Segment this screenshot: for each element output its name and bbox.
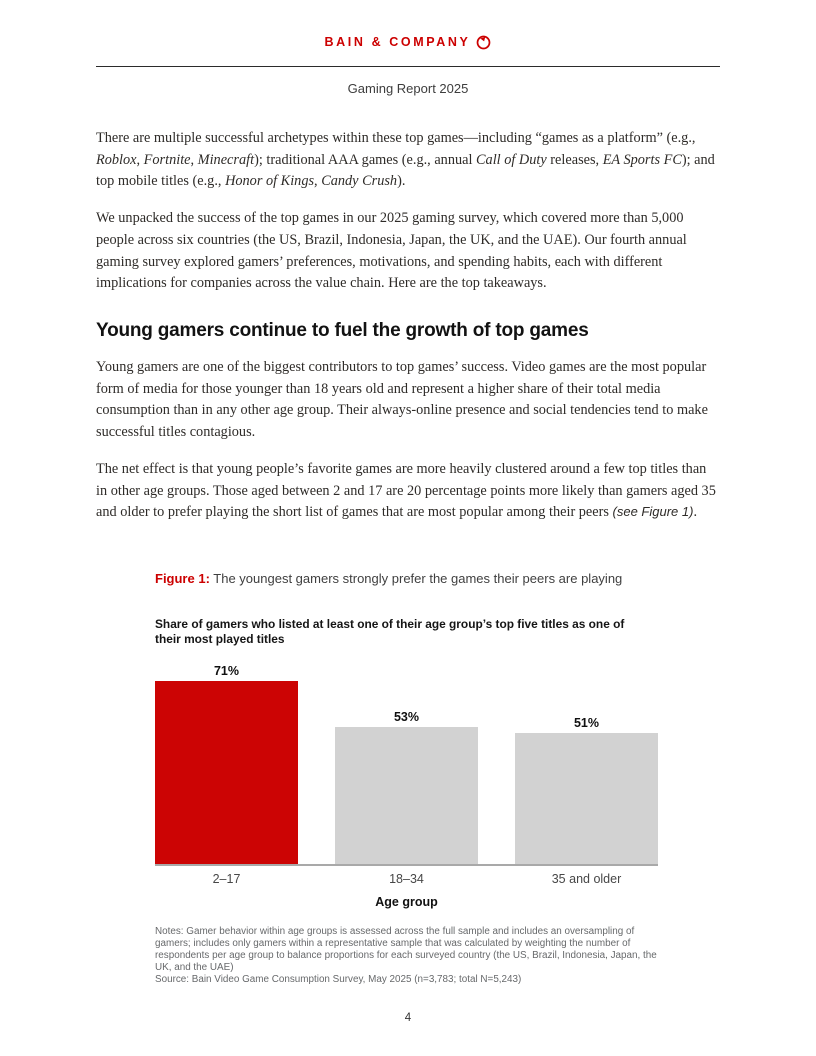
text-run: We unpacked the success of the top games in our 2025 gaming survey, which covered more than 5,000 people across six countries (the US, Brazil, Indonesia, Japan, the UK, and the UAE). Our fourth annual gaming survey explored gamers’ preferences, motivations, and spending habits, each with different implications for companies across the value chain. Here are the top takeaways. <box>96 210 687 292</box>
bar <box>335 727 478 864</box>
article-body <box>96 128 720 986</box>
bain-compass-icon <box>476 35 491 50</box>
bar-chart-plot <box>155 661 658 864</box>
paragraph-survey <box>96 208 720 295</box>
bar-column <box>515 716 658 864</box>
report-title: Gaming Report 2025 <box>347 81 469 96</box>
text-run: , <box>136 151 144 168</box>
bar-value-label: 51% <box>573 715 600 730</box>
paragraph-net-effect <box>96 459 720 524</box>
bar-chart-categories <box>155 872 658 886</box>
text-run: Young gamers are one of the biggest contributors to top games’ success. Video games are the most popular form of media for those younger than 18 years old and represent a higher share of their total media consumption than in any other age group. Their always-online presence and social tendencies tend to make successful titles contagious. <box>96 359 708 441</box>
bar <box>155 681 298 864</box>
emphasized-text: Roblox <box>96 151 137 168</box>
figure-caption <box>155 571 658 586</box>
emphasized-text: Honor of Kings <box>225 173 315 190</box>
brand-name: BAIN & COMPANY <box>324 35 471 49</box>
text-run: ); and top mobile titles (e.g., <box>96 151 715 190</box>
x-axis-line <box>155 864 658 866</box>
text-run: There are multiple successful archetypes within these top games—including “games as a platform” (e.g., <box>96 130 696 146</box>
chart-title: Share of gamers who listed at least one of their age group’s top five titles as one of their most played titles <box>155 617 625 647</box>
text-run: ); traditional AAA games (e.g., annual <box>254 151 477 168</box>
section-heading: Young gamers continue to fuel the growth of top games <box>96 320 589 342</box>
emphasized-text: Minecraft <box>197 151 255 168</box>
paragraph-archetypes <box>96 128 720 193</box>
x-axis-title: Age group <box>375 894 438 909</box>
paragraph-young-gamers <box>96 357 720 444</box>
bar-column <box>335 710 478 864</box>
text-run: , <box>190 151 198 168</box>
bar-column <box>155 664 298 864</box>
emphasized-text: Call of Duty <box>476 151 547 168</box>
emphasized-text: (see Figure 1) <box>612 504 694 520</box>
text-run: The net effect is that young people’s favorite games are more heavily clustered around a few top titles than in other age groups. Those aged between 2 and 17 are 20 percentage points more likely than gamers aged 35 and older to prefer playing the short list of games that are most popular among their peers <box>96 460 716 521</box>
bar-value-label: 53% <box>393 709 420 724</box>
page-number: 4 <box>404 1012 412 1024</box>
brand-lockup <box>325 35 492 50</box>
emphasized-text: Candy Crush <box>321 173 398 190</box>
category-label: 35 and older <box>551 871 622 886</box>
category-label: 2–17 <box>212 871 241 886</box>
emphasized-text: EA Sports FC <box>602 151 682 168</box>
figure-caption-text: The youngest gamers strongly prefer the games their peers are playing <box>209 571 623 587</box>
source-text: Source: Bain Video Game Consumption Survey, May 2025 (n=3,783; total N=5,243) <box>155 974 522 986</box>
category-label: 18–34 <box>389 871 424 886</box>
figure-notes <box>155 926 657 987</box>
bar <box>515 733 658 864</box>
text-run: releases, <box>546 151 603 168</box>
figure-label: Figure 1: <box>155 571 210 587</box>
page-header <box>0 0 816 96</box>
bar-value-label: 71% <box>213 663 240 678</box>
figure-1 <box>155 571 658 986</box>
notes-text: Notes: Gamer behavior within age groups is assessed across the full sample and includes an oversampling of gamers; includes only gamers within a representative sample that was calculated by weighting the number of respondents per age group to balance proportions for each surveyed country (the US, Brazil, Indonesia, Japan, the UK, and the UAE) <box>155 925 657 974</box>
text-run: ). <box>397 173 406 190</box>
text-run: . <box>693 504 698 521</box>
emphasized-text: Fortnite <box>143 151 191 168</box>
text-run: , <box>314 173 322 190</box>
header-divider <box>96 66 720 67</box>
